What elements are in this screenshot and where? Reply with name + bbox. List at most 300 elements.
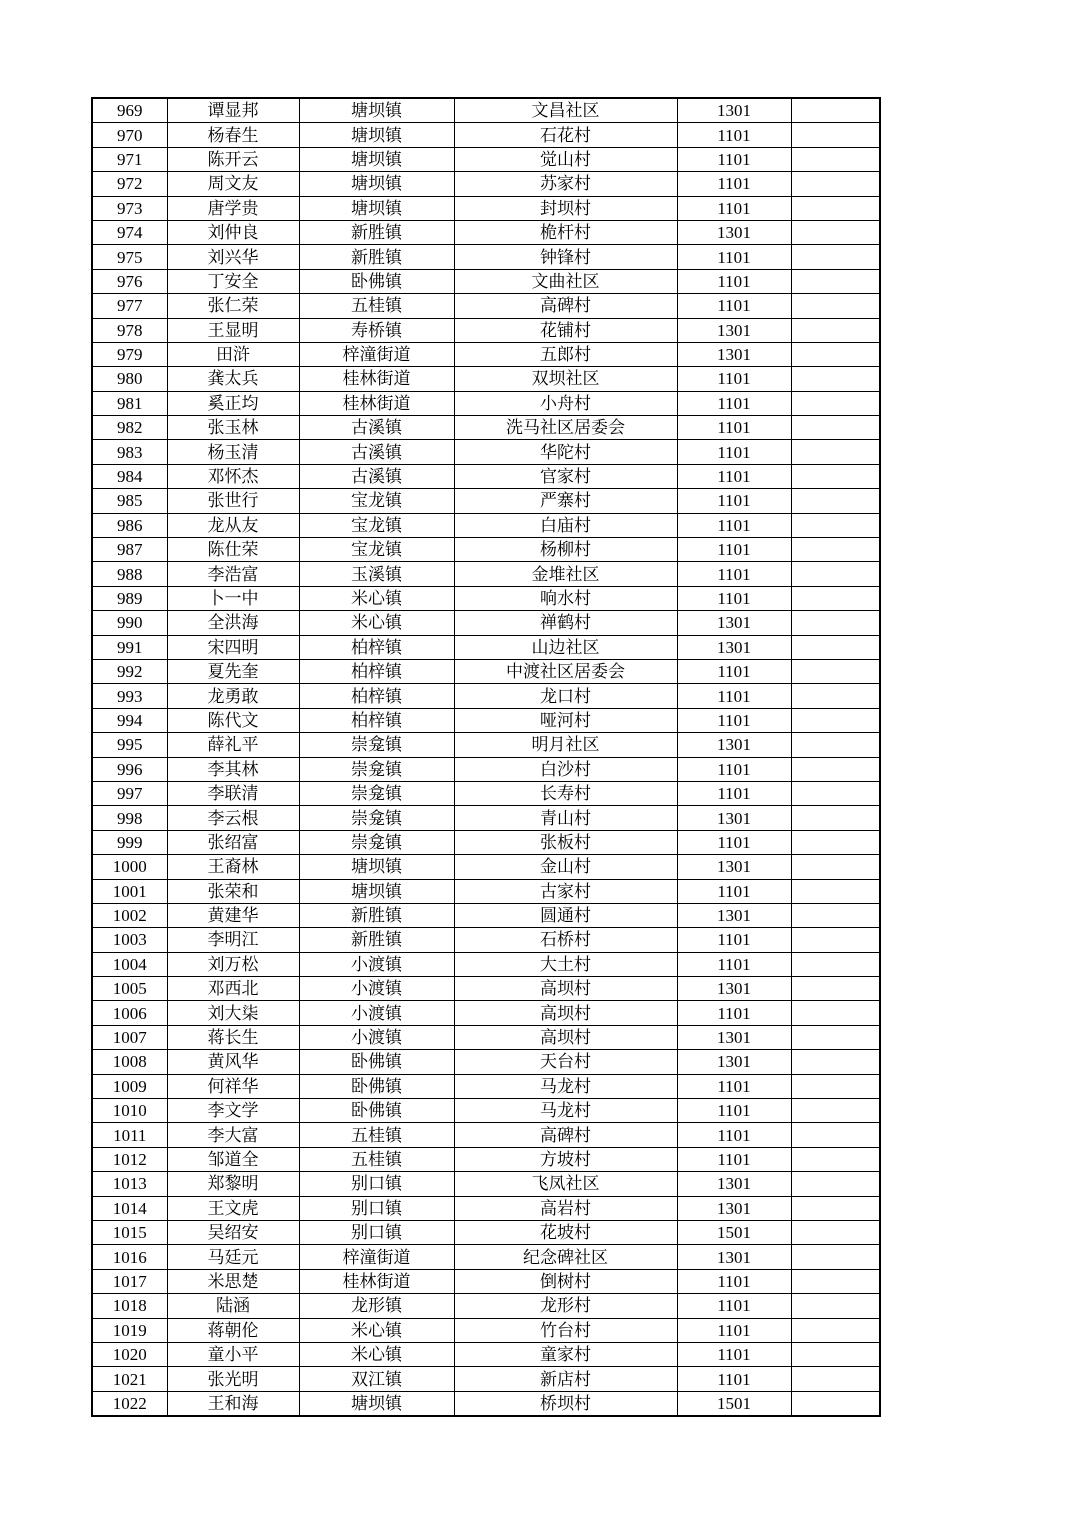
cell-code: 1301: [677, 342, 791, 366]
cell-number: 997: [92, 781, 167, 805]
cell-village: 华陀村: [454, 440, 677, 464]
cell-village: 童家村: [454, 1342, 677, 1366]
cell-name: 李文学: [167, 1099, 299, 1123]
cell-code: 1101: [677, 489, 791, 513]
cell-code: 1301: [677, 635, 791, 659]
cell-town: 五桂镇: [299, 1147, 454, 1171]
cell-number: 1013: [92, 1172, 167, 1196]
cell-code: 1301: [677, 318, 791, 342]
cell-name: 王显明: [167, 318, 299, 342]
cell-name: 李联清: [167, 781, 299, 805]
cell-note: [791, 538, 880, 562]
cell-note: [791, 1196, 880, 1220]
cell-code: 1101: [677, 1367, 791, 1391]
cell-name: 周文友: [167, 172, 299, 196]
cell-code: 1101: [677, 196, 791, 220]
table-row: [92, 830, 880, 854]
cell-note: [791, 1123, 880, 1147]
cell-town: 五桂镇: [299, 1123, 454, 1147]
cell-note: [791, 1318, 880, 1342]
cell-name: 陈代文: [167, 708, 299, 732]
cell-town: 崇龛镇: [299, 830, 454, 854]
cell-note: [791, 659, 880, 683]
cell-note: [791, 806, 880, 830]
table-row: [92, 1220, 880, 1244]
cell-number: 1015: [92, 1220, 167, 1244]
cell-town: 卧佛镇: [299, 269, 454, 293]
cell-number: 991: [92, 635, 167, 659]
cell-name: 李云根: [167, 806, 299, 830]
cell-village: 长寿村: [454, 781, 677, 805]
cell-number: 974: [92, 220, 167, 244]
table-row: [92, 1172, 880, 1196]
cell-number: 986: [92, 513, 167, 537]
cell-village: 白沙村: [454, 757, 677, 781]
cell-town: 宝龙镇: [299, 489, 454, 513]
cell-code: 1301: [677, 855, 791, 879]
table-row: [92, 294, 880, 318]
cell-note: [791, 1367, 880, 1391]
cell-number: 993: [92, 684, 167, 708]
cell-note: [791, 879, 880, 903]
table-row: [92, 659, 880, 683]
table-row: [92, 781, 880, 805]
cell-village: 严寨村: [454, 489, 677, 513]
cell-code: 1101: [677, 952, 791, 976]
cell-name: 李大富: [167, 1123, 299, 1147]
cell-code: 1101: [677, 1001, 791, 1025]
cell-village: 飞凤社区: [454, 1172, 677, 1196]
cell-note: [791, 196, 880, 220]
table-row: [92, 611, 880, 635]
cell-town: 米心镇: [299, 1342, 454, 1366]
cell-town: 小渡镇: [299, 952, 454, 976]
cell-town: 玉溪镇: [299, 562, 454, 586]
cell-number: 971: [92, 147, 167, 171]
cell-town: 别口镇: [299, 1172, 454, 1196]
cell-town: 小渡镇: [299, 977, 454, 1001]
cell-village: 哑河村: [454, 708, 677, 732]
cell-code: 1301: [677, 903, 791, 927]
cell-note: [791, 562, 880, 586]
cell-number: 1017: [92, 1269, 167, 1293]
table-row: [92, 733, 880, 757]
cell-number: 983: [92, 440, 167, 464]
cell-number: 1008: [92, 1050, 167, 1074]
cell-number: 989: [92, 586, 167, 610]
cell-town: 崇龛镇: [299, 757, 454, 781]
cell-name: 龙从友: [167, 513, 299, 537]
cell-code: 1101: [677, 367, 791, 391]
cell-town: 古溪镇: [299, 416, 454, 440]
cell-town: 五桂镇: [299, 294, 454, 318]
cell-number: 1004: [92, 952, 167, 976]
cell-number: 1018: [92, 1294, 167, 1318]
table-row: [92, 684, 880, 708]
cell-note: [791, 416, 880, 440]
cell-town: 别口镇: [299, 1220, 454, 1244]
cell-number: 973: [92, 196, 167, 220]
cell-name: 张光明: [167, 1367, 299, 1391]
table-row: [92, 903, 880, 927]
cell-number: 1006: [92, 1001, 167, 1025]
cell-code: 1101: [677, 464, 791, 488]
cell-note: [791, 440, 880, 464]
cell-village: 高碑村: [454, 1123, 677, 1147]
cell-name: 王和海: [167, 1391, 299, 1416]
cell-village: 高岩村: [454, 1196, 677, 1220]
table-row: [92, 220, 880, 244]
cell-town: 梓潼街道: [299, 1245, 454, 1269]
cell-village: 高碑村: [454, 294, 677, 318]
cell-name: 张玉林: [167, 416, 299, 440]
cell-town: 古溪镇: [299, 440, 454, 464]
cell-note: [791, 781, 880, 805]
cell-village: 张板村: [454, 830, 677, 854]
table-row: [92, 147, 880, 171]
cell-number: 1003: [92, 928, 167, 952]
cell-number: 1019: [92, 1318, 167, 1342]
cell-name: 刘大柒: [167, 1001, 299, 1025]
cell-town: 小渡镇: [299, 1025, 454, 1049]
cell-town: 桂林街道: [299, 367, 454, 391]
cell-number: 979: [92, 342, 167, 366]
cell-name: 陈开云: [167, 147, 299, 171]
cell-name: 吴绍安: [167, 1220, 299, 1244]
cell-town: 古溪镇: [299, 464, 454, 488]
cell-number: 990: [92, 611, 167, 635]
cell-village: 花坡村: [454, 1220, 677, 1244]
cell-number: 1011: [92, 1123, 167, 1147]
table-row: [92, 1342, 880, 1366]
cell-code: 1101: [677, 513, 791, 537]
cell-code: 1101: [677, 245, 791, 269]
table-row: [92, 562, 880, 586]
cell-town: 崇龛镇: [299, 733, 454, 757]
cell-village: 倒树村: [454, 1269, 677, 1293]
cell-note: [791, 513, 880, 537]
cell-village: 双坝社区: [454, 367, 677, 391]
cell-code: 1101: [677, 1318, 791, 1342]
cell-number: 1020: [92, 1342, 167, 1366]
cell-number: 1022: [92, 1391, 167, 1416]
cell-name: 夏先奎: [167, 659, 299, 683]
cell-code: 1101: [677, 708, 791, 732]
cell-code: 1101: [677, 440, 791, 464]
cell-town: 柏梓镇: [299, 684, 454, 708]
table-row: [92, 1367, 880, 1391]
cell-village: 金山村: [454, 855, 677, 879]
cell-village: 白庙村: [454, 513, 677, 537]
table-row: [92, 123, 880, 147]
cell-village: 五郎村: [454, 342, 677, 366]
cell-town: 塘坝镇: [299, 879, 454, 903]
cell-name: 米思楚: [167, 1269, 299, 1293]
cell-code: 1101: [677, 391, 791, 415]
cell-name: 丁安全: [167, 269, 299, 293]
cell-town: 柏梓镇: [299, 635, 454, 659]
cell-code: 1101: [677, 1123, 791, 1147]
cell-town: 小渡镇: [299, 1001, 454, 1025]
cell-number: 987: [92, 538, 167, 562]
cell-note: [791, 757, 880, 781]
cell-village: 桥坝村: [454, 1391, 677, 1416]
cell-code: 1101: [677, 1294, 791, 1318]
cell-village: 觉山村: [454, 147, 677, 171]
cell-number: 1014: [92, 1196, 167, 1220]
table-row: [92, 952, 880, 976]
cell-name: 张仁荣: [167, 294, 299, 318]
cell-village: 新店村: [454, 1367, 677, 1391]
cell-name: 全洪海: [167, 611, 299, 635]
cell-town: 塘坝镇: [299, 98, 454, 123]
cell-note: [791, 464, 880, 488]
cell-note: [791, 684, 880, 708]
cell-name: 邓怀杰: [167, 464, 299, 488]
cell-note: [791, 367, 880, 391]
cell-note: [791, 1025, 880, 1049]
cell-name: 张世行: [167, 489, 299, 513]
table-row: [92, 1269, 880, 1293]
cell-code: 1101: [677, 928, 791, 952]
cell-name: 张荣和: [167, 879, 299, 903]
table-row: [92, 1318, 880, 1342]
cell-town: 新胜镇: [299, 220, 454, 244]
cell-number: 1016: [92, 1245, 167, 1269]
cell-village: 文昌社区: [454, 98, 677, 123]
cell-village: 龙口村: [454, 684, 677, 708]
cell-number: 1005: [92, 977, 167, 1001]
cell-note: [791, 1342, 880, 1366]
cell-name: 杨玉清: [167, 440, 299, 464]
cell-name: 李明江: [167, 928, 299, 952]
cell-note: [791, 220, 880, 244]
table-row: [92, 464, 880, 488]
cell-code: 1501: [677, 1391, 791, 1416]
cell-note: [791, 147, 880, 171]
cell-number: 975: [92, 245, 167, 269]
cell-number: 994: [92, 708, 167, 732]
cell-code: 1101: [677, 781, 791, 805]
cell-number: 982: [92, 416, 167, 440]
cell-name: 王裔林: [167, 855, 299, 879]
cell-village: 高坝村: [454, 1025, 677, 1049]
cell-code: 1301: [677, 1245, 791, 1269]
cell-code: 1101: [677, 879, 791, 903]
cell-code: 1101: [677, 416, 791, 440]
table-row: [92, 1074, 880, 1098]
table-row: [92, 928, 880, 952]
cell-name: 龙勇敢: [167, 684, 299, 708]
cell-name: 薛礼平: [167, 733, 299, 757]
cell-name: 黄风华: [167, 1050, 299, 1074]
cell-note: [791, 635, 880, 659]
cell-code: 1301: [677, 1196, 791, 1220]
cell-code: 1301: [677, 1025, 791, 1049]
table-row: [92, 977, 880, 1001]
cell-village: 响水村: [454, 586, 677, 610]
cell-village: 钟锋村: [454, 245, 677, 269]
cell-note: [791, 708, 880, 732]
cell-name: 蒋长生: [167, 1025, 299, 1049]
cell-name: 邹道全: [167, 1147, 299, 1171]
cell-code: 1301: [677, 611, 791, 635]
cell-town: 新胜镇: [299, 903, 454, 927]
cell-village: 桅杆村: [454, 220, 677, 244]
cell-number: 992: [92, 659, 167, 683]
cell-note: [791, 1147, 880, 1171]
cell-note: [791, 1294, 880, 1318]
table-row: [92, 489, 880, 513]
cell-name: 黄建华: [167, 903, 299, 927]
cell-town: 崇龛镇: [299, 806, 454, 830]
cell-note: [791, 586, 880, 610]
cell-note: [791, 830, 880, 854]
cell-village: 圆通村: [454, 903, 677, 927]
cell-number: 1010: [92, 1099, 167, 1123]
cell-number: 1000: [92, 855, 167, 879]
data-table: [91, 97, 881, 1417]
cell-town: 桂林街道: [299, 391, 454, 415]
cell-code: 1101: [677, 147, 791, 171]
cell-number: 977: [92, 294, 167, 318]
cell-name: 谭显邦: [167, 98, 299, 123]
cell-village: 明月社区: [454, 733, 677, 757]
cell-village: 山边社区: [454, 635, 677, 659]
cell-town: 米心镇: [299, 586, 454, 610]
cell-village: 龙形村: [454, 1294, 677, 1318]
table-row: [92, 1294, 880, 1318]
cell-village: 中渡社区居委会: [454, 659, 677, 683]
cell-code: 1301: [677, 1050, 791, 1074]
cell-number: 1012: [92, 1147, 167, 1171]
cell-village: 天台村: [454, 1050, 677, 1074]
table-row: [92, 1099, 880, 1123]
cell-number: 978: [92, 318, 167, 342]
table-row: [92, 440, 880, 464]
cell-village: 马龙村: [454, 1099, 677, 1123]
table-row: [92, 416, 880, 440]
cell-note: [791, 1099, 880, 1123]
cell-town: 新胜镇: [299, 928, 454, 952]
cell-village: 石桥村: [454, 928, 677, 952]
cell-code: 1301: [677, 1172, 791, 1196]
table-row: [92, 1001, 880, 1025]
cell-code: 1101: [677, 1342, 791, 1366]
cell-village: 马龙村: [454, 1074, 677, 1098]
cell-town: 寿桥镇: [299, 318, 454, 342]
cell-name: 马廷元: [167, 1245, 299, 1269]
table-row: [92, 318, 880, 342]
cell-note: [791, 294, 880, 318]
cell-town: 卧佛镇: [299, 1099, 454, 1123]
cell-name: 龚太兵: [167, 367, 299, 391]
table-row: [92, 513, 880, 537]
cell-code: 1101: [677, 123, 791, 147]
cell-note: [791, 1391, 880, 1416]
table-row: [92, 367, 880, 391]
cell-note: [791, 245, 880, 269]
cell-note: [791, 1245, 880, 1269]
cell-town: 崇龛镇: [299, 781, 454, 805]
cell-code: 1101: [677, 562, 791, 586]
cell-note: [791, 977, 880, 1001]
cell-village: 竹台村: [454, 1318, 677, 1342]
cell-code: 1101: [677, 172, 791, 196]
table-row: [92, 586, 880, 610]
cell-number: 999: [92, 830, 167, 854]
cell-name: 陆涵: [167, 1294, 299, 1318]
cell-village: 封坝村: [454, 196, 677, 220]
cell-name: 李浩富: [167, 562, 299, 586]
cell-note: [791, 855, 880, 879]
cell-note: [791, 98, 880, 123]
table-row: [92, 1025, 880, 1049]
cell-number: 970: [92, 123, 167, 147]
cell-note: [791, 391, 880, 415]
table-row: [92, 855, 880, 879]
cell-village: 大土村: [454, 952, 677, 976]
cell-village: 金堆社区: [454, 562, 677, 586]
cell-number: 969: [92, 98, 167, 123]
cell-village: 青山村: [454, 806, 677, 830]
table-row: [92, 245, 880, 269]
cell-name: 宋四明: [167, 635, 299, 659]
cell-village: 官家村: [454, 464, 677, 488]
cell-note: [791, 1172, 880, 1196]
cell-number: 998: [92, 806, 167, 830]
table-row: [92, 1196, 880, 1220]
cell-town: 塘坝镇: [299, 196, 454, 220]
table-row: [92, 1245, 880, 1269]
cell-number: 1007: [92, 1025, 167, 1049]
cell-number: 1002: [92, 903, 167, 927]
cell-code: 1101: [677, 684, 791, 708]
cell-town: 卧佛镇: [299, 1050, 454, 1074]
cell-town: 新胜镇: [299, 245, 454, 269]
table-row: [92, 172, 880, 196]
table-row: [92, 1123, 880, 1147]
cell-note: [791, 1074, 880, 1098]
cell-note: [791, 123, 880, 147]
cell-code: 1101: [677, 294, 791, 318]
cell-town: 柏梓镇: [299, 708, 454, 732]
cell-village: 石花村: [454, 123, 677, 147]
table-row: [92, 538, 880, 562]
cell-town: 塘坝镇: [299, 147, 454, 171]
table-body: [92, 98, 880, 1416]
cell-note: [791, 1050, 880, 1074]
cell-code: 1101: [677, 586, 791, 610]
cell-code: 1301: [677, 733, 791, 757]
cell-town: 塘坝镇: [299, 855, 454, 879]
cell-town: 宝龙镇: [299, 513, 454, 537]
cell-name: 卜一中: [167, 586, 299, 610]
cell-name: 王文虎: [167, 1196, 299, 1220]
cell-code: 1301: [677, 98, 791, 123]
cell-note: [791, 1269, 880, 1293]
table-row: [92, 342, 880, 366]
table-row: [92, 1391, 880, 1416]
cell-town: 梓潼街道: [299, 342, 454, 366]
cell-code: 1301: [677, 806, 791, 830]
cell-code: 1501: [677, 1220, 791, 1244]
cell-name: 蒋朝伦: [167, 1318, 299, 1342]
cell-town: 宝龙镇: [299, 538, 454, 562]
cell-number: 972: [92, 172, 167, 196]
cell-code: 1101: [677, 830, 791, 854]
table-row: [92, 757, 880, 781]
